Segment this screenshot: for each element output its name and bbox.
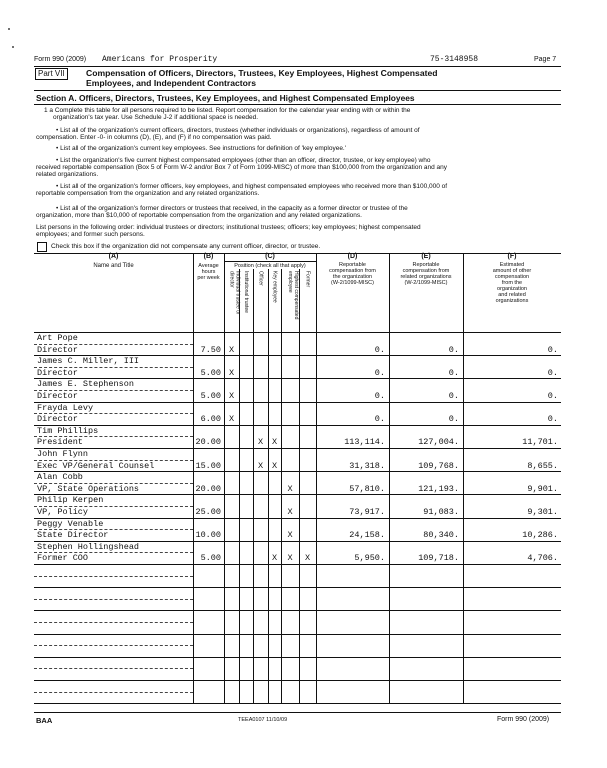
instruction-1a-line2: organization's tax year. Use Schedule J-2 if additional space is needed. xyxy=(53,114,259,121)
compensation-from-related: 109,768. xyxy=(418,460,459,471)
compensation-from-organization: 73,917. xyxy=(349,507,385,517)
person-title: Director xyxy=(37,367,78,378)
name-title-separator xyxy=(34,645,193,646)
col-e-title4: (W-2/1099-MISC) xyxy=(404,280,448,286)
row-rule xyxy=(34,494,561,495)
col-f-title4: from the xyxy=(501,280,523,286)
compensation-from-related: 121,193. xyxy=(418,483,459,494)
compensation-from-organization: 113,114. xyxy=(344,437,385,448)
person-name: Philip Kerpen xyxy=(37,495,104,506)
average-hours: 7.50 xyxy=(200,344,221,355)
col-c-title: Position (check all that apply) xyxy=(234,263,306,269)
position-check-mark: X xyxy=(304,553,311,564)
row-rule xyxy=(34,425,561,426)
col-f-title6: and related xyxy=(498,292,526,298)
other-compensation: 0. xyxy=(547,344,558,355)
other-compensation: 9,901. xyxy=(527,483,558,494)
col-d-title2: compensation from xyxy=(329,268,376,274)
average-hours: 5.00 xyxy=(200,367,221,378)
col-f-title7: organizations xyxy=(495,298,529,304)
compensation-from-related: 0. xyxy=(448,367,459,378)
part-rule xyxy=(34,90,561,91)
footer-rule xyxy=(34,712,561,713)
average-hours: 6.00 xyxy=(200,414,221,425)
other-compensation: 11,701. xyxy=(522,437,558,448)
compensation-from-related: 0. xyxy=(448,344,459,355)
col-e-title1: Reportable xyxy=(412,262,440,268)
name-title-separator xyxy=(34,692,193,693)
col-f-title2: amount of other xyxy=(492,268,532,274)
col-b-letter: (B) xyxy=(203,253,214,260)
position-check-mark: X xyxy=(228,391,235,401)
average-hours: 15.00 xyxy=(195,460,221,471)
section-title: Section A. Officers, Directors, Trustees, Key Employees, and Highest Compensated Employees xyxy=(36,93,415,103)
position-check-mark: X xyxy=(271,437,278,448)
column-divider xyxy=(389,253,390,703)
position-check-mark: X xyxy=(228,367,235,378)
header-rule xyxy=(34,66,561,67)
instruction-7-line1: List persons in the following order: individual trustees or directors; institutional trustees; officers; key employees; highest compensated xyxy=(36,224,421,231)
col-a-title: Name and Title xyxy=(93,263,134,269)
col-c-key-employee: Key employee xyxy=(271,271,278,303)
position-check-mark: X xyxy=(257,460,264,471)
person-title: President xyxy=(37,437,83,448)
row-rule xyxy=(34,448,561,449)
position-subcolumn-divider xyxy=(299,269,300,703)
person-title: VP, State Operations xyxy=(37,483,140,494)
no-compensation-checkbox[interactable] xyxy=(37,242,47,252)
position-check-mark: X xyxy=(287,553,293,564)
scan-speck xyxy=(8,28,10,30)
compensation-from-related: 0. xyxy=(448,414,459,425)
col-b-title2: hours xyxy=(201,269,216,275)
position-check-mark: X xyxy=(257,437,264,448)
person-name: John Flynn xyxy=(37,449,89,459)
person-title: VP, Policy xyxy=(37,507,89,517)
name-title-separator xyxy=(34,599,193,600)
col-f-title5: organization xyxy=(497,286,527,292)
compensation-from-organization: 5,950. xyxy=(354,553,385,564)
compensation-from-related: 91,083. xyxy=(423,507,459,517)
average-hours: 25.00 xyxy=(195,507,221,517)
instruction-5-line2: reportable compensation from the organization and any related organizations. xyxy=(36,190,260,197)
column-divider xyxy=(316,253,317,703)
no-compensation-label: Check this box if the organization did not compensate any current officer, director, or trustee. xyxy=(51,243,321,250)
person-name: Tim Phillips xyxy=(37,425,99,436)
person-title: Director xyxy=(37,344,78,355)
scan-speck xyxy=(12,46,14,48)
average-hours: 20.00 xyxy=(195,483,221,494)
compensation-from-related: 127,004. xyxy=(418,437,459,448)
compensation-from-related: 0. xyxy=(448,391,459,401)
footer-code: TEEA0107 11/10/09 xyxy=(238,717,288,723)
name-title-separator xyxy=(34,668,193,669)
col-d-title4: (W-2/1099-MISC) xyxy=(331,280,374,286)
row-rule xyxy=(34,680,561,681)
col-f-title3: compensation xyxy=(494,274,530,280)
col-e-title2: compensation from xyxy=(402,268,450,274)
other-compensation: 8,655. xyxy=(527,460,558,471)
person-title: State Director xyxy=(37,530,109,541)
other-compensation: 9,301. xyxy=(527,507,558,517)
average-hours: 10.00 xyxy=(195,530,221,541)
average-hours: 5.00 xyxy=(200,391,221,401)
footer-baa: BAA xyxy=(36,716,53,725)
person-name: James C. Miller, III xyxy=(37,356,140,367)
other-compensation: 10,286. xyxy=(522,530,558,541)
part-title-line2: Employees, and Independent Contractors xyxy=(86,78,256,88)
instruction-6-line2: organization, more than $10,000 of reportable compensation from the organization and any related organizations. xyxy=(36,212,362,219)
instruction-2-line1: • List all of the organization's current officers, directors, trustees (whether individuals or organizations), regardless of amount of xyxy=(56,127,420,134)
ein: 75-3148958 xyxy=(430,55,479,64)
col-c-former: Former xyxy=(304,271,311,288)
average-hours: 5.00 xyxy=(200,553,221,564)
person-title: Director xyxy=(37,414,78,425)
col-c-letter: (C) xyxy=(265,253,275,260)
instruction-4-line3: related organizations. xyxy=(36,171,99,178)
position-check-mark: X xyxy=(228,414,235,425)
instruction-2-line2: compensation. Enter -0- in columns (D), (E), and (F) if no compensation was paid. xyxy=(36,134,272,141)
col-c-officer: Officer xyxy=(257,271,264,286)
compensation-from-related: 109,718. xyxy=(418,553,459,564)
instruction-4-line1: • List the organization's five current highest compensated employees (other than an officer, director, trustee, or key employee) who xyxy=(56,157,431,164)
instruction-1a-line1: 1 a Complete this table for all persons required to be listed. Report compensation for the calendar year ending with or within the xyxy=(44,107,411,114)
compensation-from-organization: 0. xyxy=(374,414,385,425)
instruction-7-line2: employees; and former such persons. xyxy=(36,231,145,238)
person-name: Art Pope xyxy=(37,333,78,343)
position-check-mark: X xyxy=(287,483,293,494)
part-label: Part VII xyxy=(35,68,68,80)
col-a-letter: (A) xyxy=(108,253,119,260)
row-rule xyxy=(34,402,561,403)
col-c-individual-trustee: Individual trustee or director xyxy=(228,271,241,315)
other-compensation: 0. xyxy=(547,367,558,378)
col-c-highest-compensated: Highest compensated employee xyxy=(287,271,299,320)
col-e-letter: (E) xyxy=(421,253,431,260)
col-e-title3: related organizations xyxy=(400,274,452,280)
col-b-title1: Average xyxy=(198,263,219,269)
col-f-title1: Estimated xyxy=(499,262,525,268)
other-compensation: 0. xyxy=(547,391,558,401)
form-label: Form 990 (2009) xyxy=(34,56,87,63)
name-title-separator xyxy=(34,576,193,577)
other-compensation: 4,706. xyxy=(527,553,558,564)
column-divider xyxy=(463,253,464,703)
compensation-from-organization: 0. xyxy=(374,391,385,401)
person-name: Stephen Hollingshead xyxy=(37,541,140,552)
col-b-title3: per week xyxy=(197,275,220,281)
other-compensation: 0. xyxy=(547,414,558,425)
row-rule xyxy=(34,587,561,588)
position-subcolumn-divider xyxy=(281,269,282,703)
person-name: Frayda Levy xyxy=(37,402,94,413)
compensation-from-organization: 57,810. xyxy=(349,483,385,494)
row-rule xyxy=(34,471,561,472)
position-subcolumn-divider xyxy=(239,269,240,703)
section-rule xyxy=(34,104,561,105)
position-header-rule xyxy=(224,261,316,262)
row-rule xyxy=(34,657,561,658)
person-name: James E. Stephenson xyxy=(37,379,134,390)
footer-form: Form 990 (2009) xyxy=(497,716,550,723)
col-d-letter: (D) xyxy=(347,253,358,260)
table-header-bottom-rule xyxy=(34,332,561,333)
person-title: Exec VP/General Counsel xyxy=(37,460,155,471)
col-f-letter: (F) xyxy=(507,253,517,260)
instruction-4-line2: received reportable compensation (Box 5 of Form W-2 and/or Box 7 of Form 1099-MISC) of more than $100,000 from the organization and any xyxy=(36,164,448,171)
row-rule xyxy=(34,634,561,635)
position-check-mark: X xyxy=(287,507,293,517)
person-name: Peggy Venable xyxy=(37,518,104,529)
row-rule xyxy=(34,564,561,565)
col-d-title3: the organization xyxy=(332,274,373,280)
position-subcolumn-divider xyxy=(253,269,254,703)
page-number: Page 7 xyxy=(534,56,557,63)
compensation-from-organization: 31,318. xyxy=(349,460,385,471)
row-rule xyxy=(34,518,561,519)
position-check-mark: X xyxy=(228,344,235,355)
average-hours: 20.00 xyxy=(195,437,221,448)
compensation-from-organization: 24,158. xyxy=(349,530,385,541)
position-check-mark: X xyxy=(271,460,278,471)
part-title-line1: Compensation of Officers, Directors, Trustees, Key Employees, Highest Compensated xyxy=(86,68,438,78)
column-divider xyxy=(224,253,225,703)
person-title: Director xyxy=(37,391,78,401)
row-rule xyxy=(34,703,561,704)
compensation-from-related: 80,340. xyxy=(423,530,459,541)
col-d-title1: Reportable xyxy=(339,262,366,268)
instruction-5-line1: • List all of the organization's former officers, key employees, and highest compensated employees who received more than $100,000 of xyxy=(56,183,448,190)
position-check-mark: X xyxy=(271,553,278,564)
instruction-3: • List all of the organization's current key employees. See instructions for definition of 'key employee.' xyxy=(56,145,346,152)
row-rule xyxy=(34,610,561,611)
name-title-separator xyxy=(34,622,193,623)
col-c-institutional-trustee: Institutional trustee xyxy=(243,271,249,313)
position-subcolumn-divider xyxy=(268,269,269,703)
organization-name: Americans for Prosperity xyxy=(102,55,218,64)
instruction-6-line1: • List all of the organization's former directors or trustees that received, in the capacity as a former director or trustee of the xyxy=(56,205,408,212)
column-divider xyxy=(193,253,194,703)
person-name: Alan Cobb xyxy=(37,472,83,483)
compensation-from-organization: 0. xyxy=(374,367,385,378)
person-title: Former COO xyxy=(37,553,89,564)
compensation-from-organization: 0. xyxy=(374,344,385,355)
position-check-mark: X xyxy=(287,530,293,541)
